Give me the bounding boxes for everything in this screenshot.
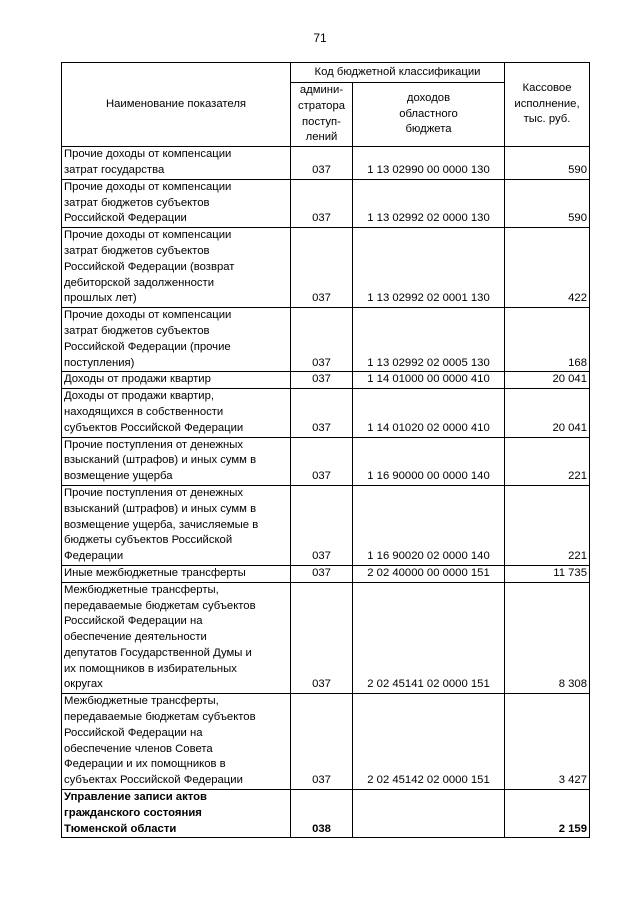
row-admin-code: 037	[291, 147, 353, 180]
row-name: Прочие доходы от компенсации затрат государства	[62, 147, 291, 180]
row-admin-code: 037	[291, 308, 353, 372]
row-name: Прочие поступления от денежных взысканий (штрафов) и иных сумм в возмещение ущерба, зачисляемые в бюджеты субъектов Российской Федерации	[62, 485, 291, 565]
row-amount: 20 041	[505, 389, 590, 437]
row-name: Прочие доходы от компенсации затрат бюджетов субъектов Российской Федерации	[62, 179, 291, 227]
table-row	[62, 389, 590, 437]
row-income-code: 1 14 01000 00 0000 410	[353, 372, 505, 389]
row-income-code: 2 02 45141 02 0000 151	[353, 582, 505, 694]
row-admin-code: 037	[291, 228, 353, 308]
table-row	[62, 179, 590, 227]
row-name: Прочие поступления от денежных взысканий (штрафов) и иных сумм в возмещение ущерба	[62, 437, 291, 485]
row-income-code: 1 16 90020 02 0000 140	[353, 485, 505, 565]
row-name: Доходы от продажи квартир, находящихся в собственности субъектов Российской Федерации	[62, 389, 291, 437]
table-row	[62, 372, 590, 389]
table-row	[62, 228, 590, 308]
row-admin-code: 037	[291, 179, 353, 227]
row-amount: 221	[505, 437, 590, 485]
table-row	[62, 565, 590, 582]
row-income-code: 1 13 02990 00 0000 130	[353, 147, 505, 180]
row-name: Межбюджетные трансферты, передаваемые бюджетам субъектов Российской Федерации на обеспечение деятельности депутатов Государственной Думы и их помощников в избирательных округах	[62, 582, 291, 694]
row-admin-code: 037	[291, 372, 353, 389]
row-admin-code: 037	[291, 565, 353, 582]
header-code-group: Код бюджетной классификации	[291, 63, 505, 83]
header-amount: Кассовое исполнение, тыс. руб.	[505, 63, 590, 147]
row-name: Прочие доходы от компенсации затрат бюджетов субъектов Российской Федерации (возврат дебиторской задолженности прошлых лет)	[62, 228, 291, 308]
table-row	[62, 485, 590, 565]
budget-table	[61, 62, 590, 838]
table-row	[62, 582, 590, 694]
row-amount: 3 427	[505, 694, 590, 790]
row-amount: 11 735	[505, 565, 590, 582]
header-name: Наименование показателя	[62, 63, 291, 147]
row-admin-code: 037	[291, 437, 353, 485]
row-amount: 20 041	[505, 372, 590, 389]
header-admin: админи- стратора поступ- лений	[291, 83, 353, 147]
row-income-code	[353, 790, 505, 838]
table-row	[62, 147, 590, 180]
table-row	[62, 790, 590, 838]
row-income-code: 1 13 02992 02 0005 130	[353, 308, 505, 372]
page-number: 71	[313, 31, 327, 45]
row-admin-code: 037	[291, 485, 353, 565]
row-name: Межбюджетные трансферты, передаваемые бюджетам субъектов Российской Федерации на обеспечение членов Совета Федерации и их помощников в субъектах Российской Федерации	[62, 694, 291, 790]
table-row	[62, 437, 590, 485]
row-name: Иные межбюджетные трансферты	[62, 565, 291, 582]
row-amount: 8 308	[505, 582, 590, 694]
row-income-code: 1 14 01020 02 0000 410	[353, 389, 505, 437]
row-amount: 422	[505, 228, 590, 308]
row-amount: 2 159	[505, 790, 590, 838]
row-income-code: 2 02 45142 02 0000 151	[353, 694, 505, 790]
row-income-code: 1 16 90000 00 0000 140	[353, 437, 505, 485]
row-amount: 590	[505, 147, 590, 180]
row-admin-code: 037	[291, 389, 353, 437]
row-name: Прочие доходы от компенсации затрат бюджетов субъектов Российской Федерации (прочие поступления)	[62, 308, 291, 372]
row-name: Доходы от продажи квартир	[62, 372, 291, 389]
row-admin-code: 038	[291, 790, 353, 838]
table-row	[62, 308, 590, 372]
table-row	[62, 694, 590, 790]
row-income-code: 1 13 02992 02 0001 130	[353, 228, 505, 308]
row-admin-code: 037	[291, 582, 353, 694]
row-income-code: 1 13 02992 02 0000 130	[353, 179, 505, 227]
header-income: доходов областного бюджета	[353, 83, 505, 147]
row-admin-code: 037	[291, 694, 353, 790]
row-amount: 168	[505, 308, 590, 372]
row-name: Управление записи актов гражданского состояния Тюменской области	[62, 790, 291, 838]
row-amount: 221	[505, 485, 590, 565]
row-amount: 590	[505, 179, 590, 227]
row-income-code: 2 02 40000 00 0000 151	[353, 565, 505, 582]
